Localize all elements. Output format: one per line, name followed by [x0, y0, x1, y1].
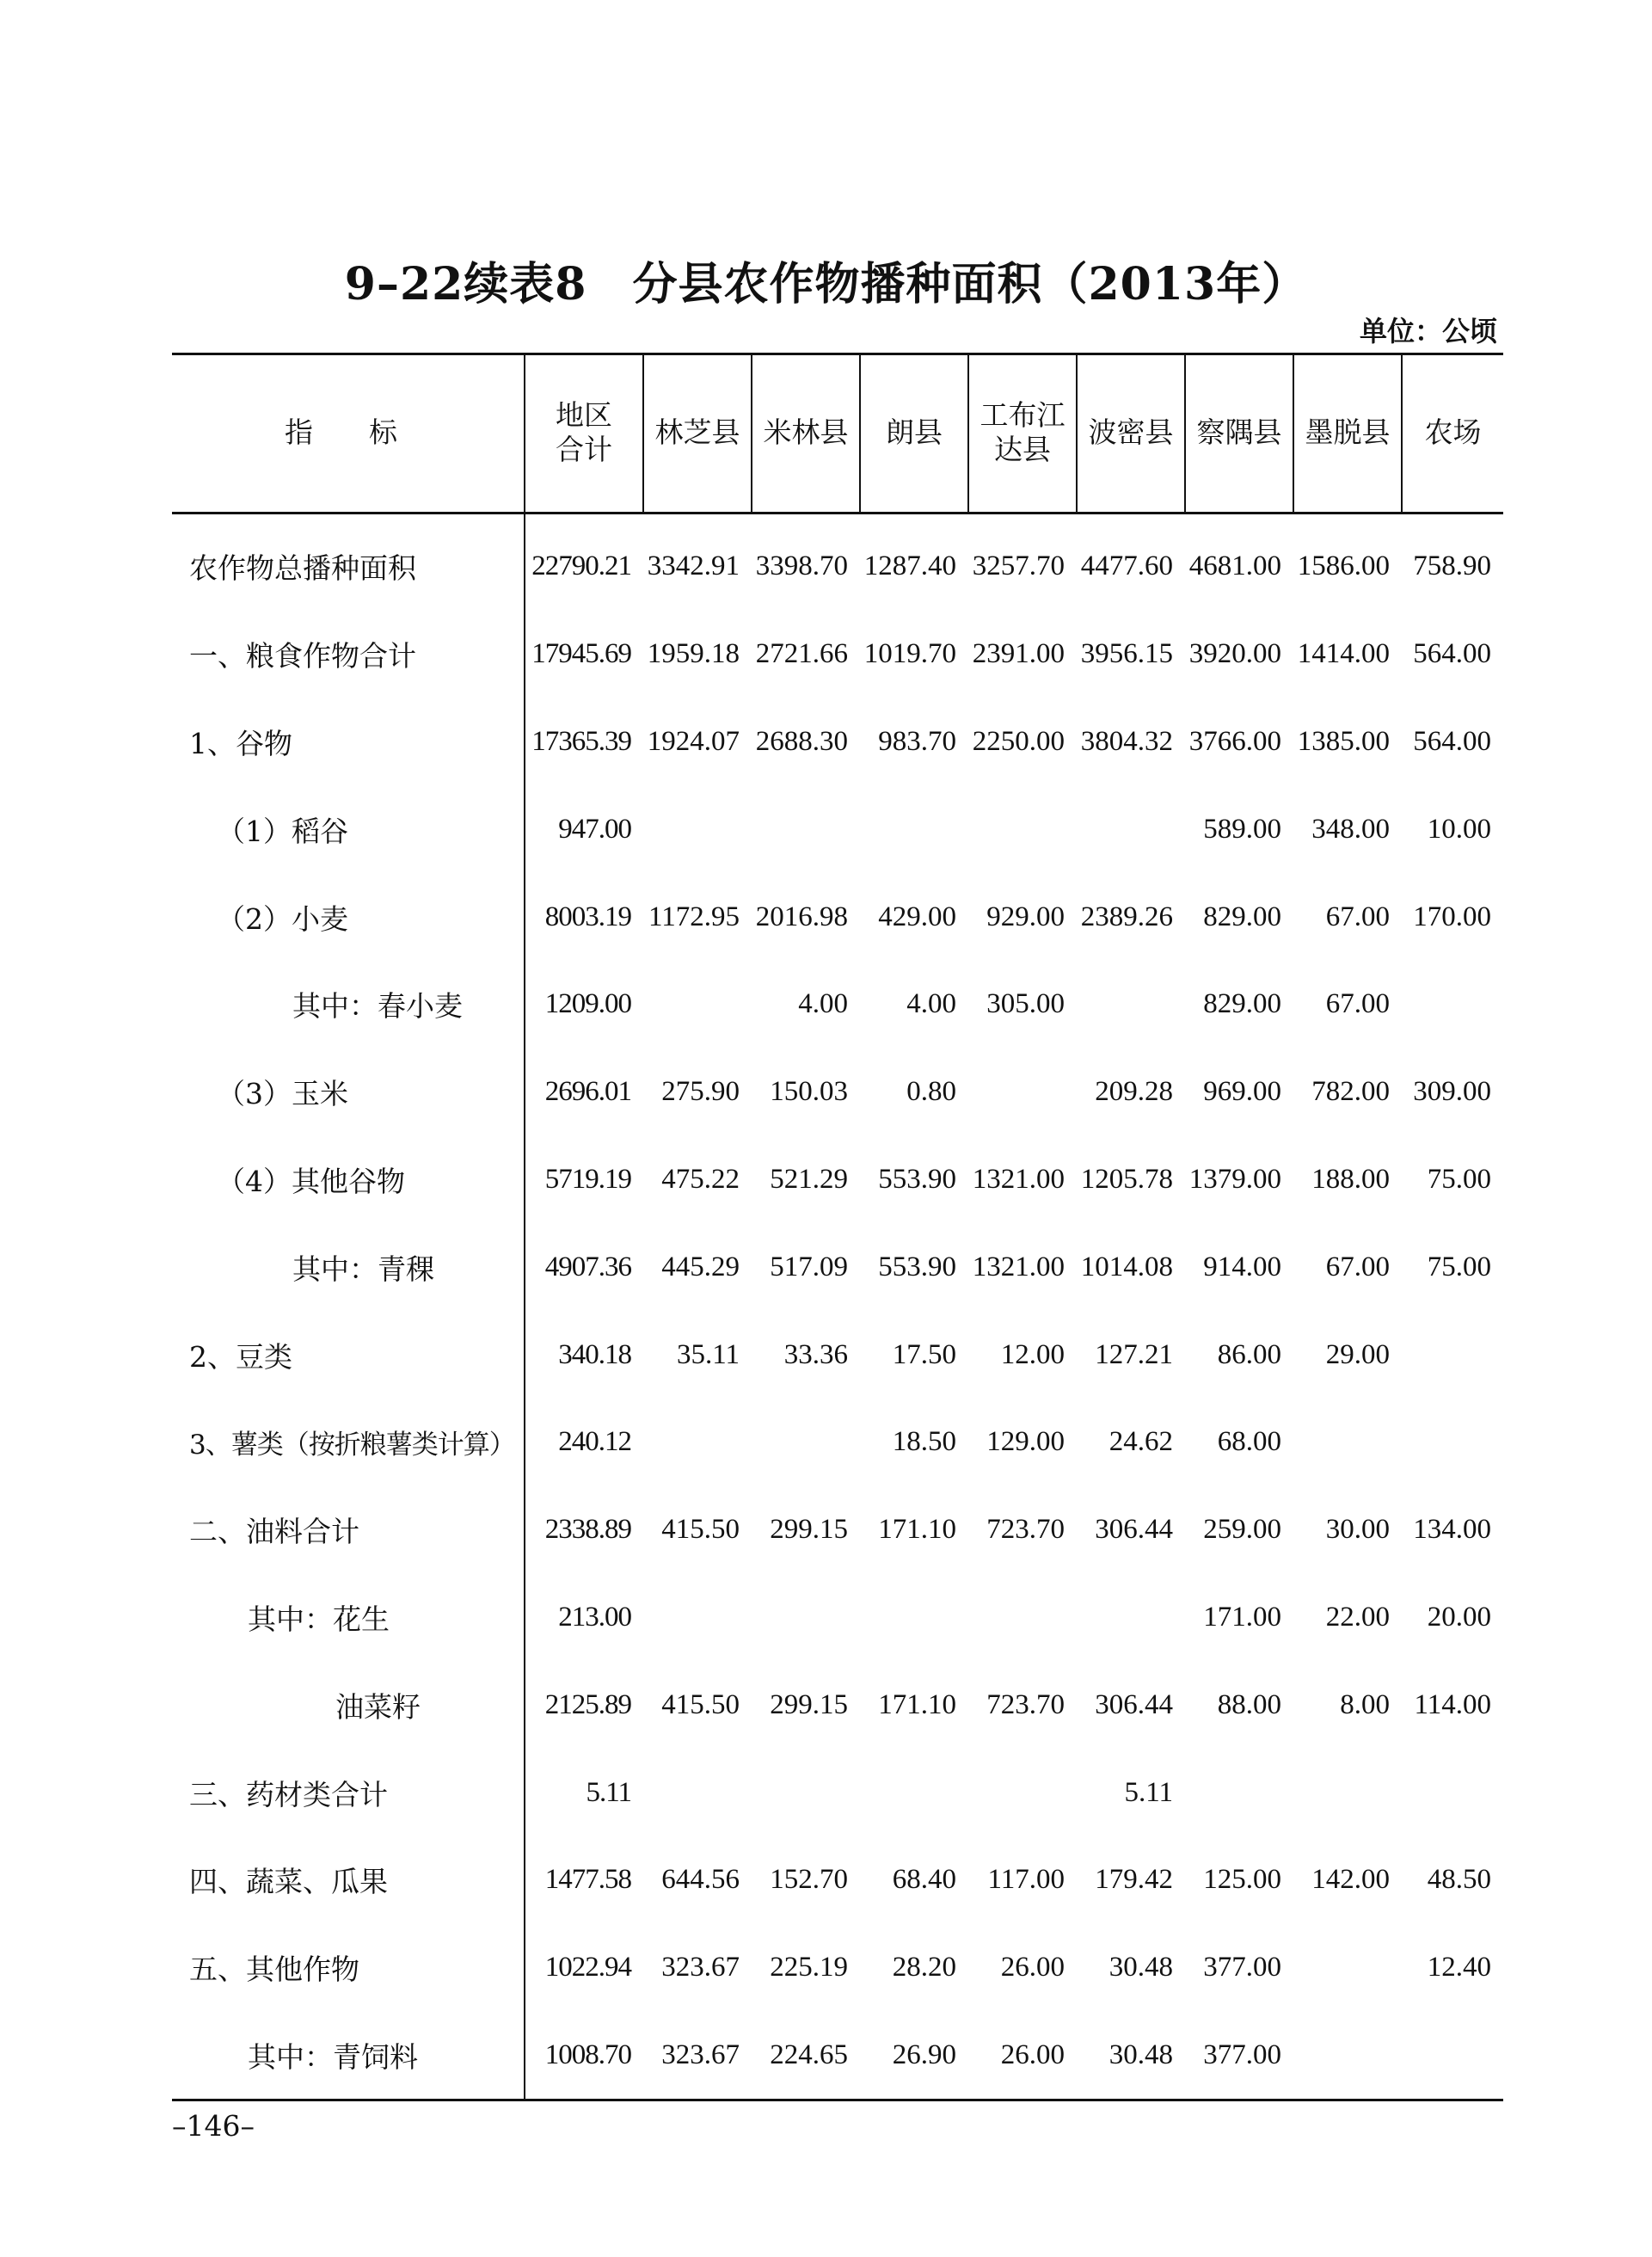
table-cell: 17.50	[892, 1338, 956, 1370]
table-cell: 3342.91	[647, 550, 740, 582]
column-header: 农场	[1402, 354, 1503, 514]
table-cell: 1924.07	[647, 725, 740, 757]
table-cell: 3766.00	[1188, 725, 1281, 757]
table-row	[172, 698, 1503, 786]
table-cell: 117.00	[987, 1864, 1065, 1896]
table-cell: 4477.60	[1080, 550, 1173, 582]
table-cell: 1172.95	[648, 901, 740, 932]
unit-label: 单位：公顷	[1359, 315, 1497, 347]
table-cell	[860, 1574, 968, 1662]
table-cell	[752, 1749, 860, 1836]
table-cell: 1321.00	[972, 1251, 1065, 1282]
table-cell: 377.00	[1185, 2012, 1293, 2100]
table-cell: 12.40	[1427, 1952, 1491, 1983]
table-cell: 28.20	[892, 1952, 956, 1983]
table-cell: 3398.70	[755, 550, 848, 582]
table-row	[172, 1486, 1503, 1574]
table-row	[172, 1574, 1503, 1662]
table-cell	[752, 785, 860, 873]
table-cell: 171.10	[878, 1514, 956, 1546]
table-cell: 1209.00	[544, 988, 631, 1020]
table-cell: 17365.39	[531, 725, 631, 757]
table-cell: 1586.00	[1297, 550, 1390, 582]
table-cell: 10.00	[1427, 813, 1491, 845]
table-cell: 67.00	[1325, 1251, 1390, 1282]
table-cell: 644.56	[661, 1864, 740, 1896]
table-cell	[968, 1574, 1077, 1662]
table-row	[172, 873, 1503, 961]
row-label: 一、粮食作物合计	[172, 611, 525, 698]
table-cell: 4.00	[906, 988, 956, 1020]
table-cell: 2389.26	[1080, 901, 1173, 932]
table-cell: 5.11	[1124, 1776, 1173, 1808]
table-cell: 2125.89	[544, 1688, 631, 1720]
table-cell: 30.00	[1325, 1514, 1390, 1546]
table-cell: 26.00	[968, 2012, 1077, 2100]
row-label: （4）其他谷物	[172, 1136, 525, 1224]
table-cell: 67.00	[1325, 988, 1390, 1020]
table-row	[172, 1749, 1503, 1836]
table-cell: 26.00	[1000, 1952, 1065, 1983]
table-cell: 2391.00	[972, 638, 1065, 670]
table-cell: 323.67	[643, 2012, 752, 2100]
table-row	[172, 1399, 1503, 1486]
table-cell: 30.48	[1108, 1952, 1173, 1983]
row-label: 油菜籽	[172, 1661, 525, 1749]
table-row	[172, 1223, 1503, 1311]
table-cell: 1959.18	[647, 638, 740, 670]
table-cell	[643, 1749, 752, 1836]
row-label: 2、豆类	[172, 1311, 525, 1399]
table-cell: 305.00	[986, 988, 1065, 1020]
table-cell: 1414.00	[1297, 638, 1390, 670]
table-cell: 475.22	[661, 1163, 740, 1195]
table-cell: 68.00	[1217, 1426, 1281, 1458]
table-cell: 3956.15	[1080, 638, 1173, 670]
table-row	[172, 611, 1503, 698]
table-cell: 564.00	[1413, 725, 1491, 757]
table-cell: 521.29	[770, 1163, 848, 1195]
column-header: 波密县	[1077, 354, 1185, 514]
table-cell: 171.10	[878, 1688, 956, 1720]
table-cell: 188.00	[1311, 1163, 1390, 1195]
column-header: 米林县	[752, 354, 860, 514]
table-cell: 309.00	[1413, 1076, 1491, 1108]
table-row	[172, 1836, 1503, 1924]
table-cell: 240.12	[558, 1426, 631, 1458]
row-label: 其中：花生	[172, 1574, 525, 1662]
table-cell: 2721.66	[755, 638, 848, 670]
table-cell	[1077, 961, 1185, 1049]
table-cell: 224.65	[752, 2012, 860, 2100]
table-cell	[752, 1399, 860, 1486]
table-row	[172, 961, 1503, 1049]
row-label: 三、药材类合计	[172, 1749, 525, 1836]
table-cell: 445.29	[661, 1251, 740, 1282]
table-cell	[643, 1574, 752, 1662]
table-cell: 17945.69	[531, 638, 631, 670]
table-cell: 415.50	[661, 1514, 740, 1546]
row-label: 其中：春小麦	[172, 961, 525, 1049]
table-cell: 1321.00	[972, 1163, 1065, 1195]
table-cell: 2250.00	[972, 725, 1065, 757]
table-cell: 171.00	[1203, 1601, 1281, 1633]
row-label: 四、蔬菜、瓜果	[172, 1836, 525, 1924]
table-cell: 914.00	[1203, 1251, 1281, 1282]
table-cell	[1293, 1749, 1402, 1836]
table-cell: 2688.30	[755, 725, 848, 757]
table-cell: 377.00	[1203, 1952, 1281, 1983]
table-cell	[752, 1574, 860, 1662]
table-cell: 275.90	[661, 1076, 740, 1108]
table-cell: 48.50	[1427, 1864, 1491, 1896]
table-cell: 829.00	[1203, 901, 1281, 932]
table-cell: 225.19	[770, 1952, 848, 1983]
table-cell: 213.00	[558, 1601, 631, 1633]
table-cell: 3257.70	[972, 550, 1065, 582]
table-cell: 429.00	[878, 901, 956, 932]
table-cell	[1402, 1399, 1503, 1486]
table-cell	[643, 1399, 752, 1486]
table-header-row	[172, 354, 1503, 514]
table-cell: 24.62	[1108, 1426, 1173, 1458]
table-cell: 209.28	[1095, 1076, 1173, 1108]
table-cell: 35.11	[676, 1338, 740, 1370]
table-cell: 75.00	[1427, 1163, 1491, 1195]
page-title: 9–22续表8 分县农作物播种面积（2013年）	[344, 258, 1308, 311]
table-cell: 8.00	[1340, 1688, 1390, 1720]
table-cell: 782.00	[1311, 1076, 1390, 1108]
column-header: 工布江 达县	[968, 354, 1077, 514]
table-cell: 553.90	[878, 1251, 956, 1282]
table-cell	[1402, 961, 1503, 1049]
table-cell	[1402, 1311, 1503, 1399]
table-cell: 564.00	[1413, 638, 1491, 670]
table-cell: 30.48	[1077, 2012, 1185, 2100]
table-cell: 4907.36	[544, 1251, 631, 1282]
table-cell: 75.00	[1427, 1251, 1491, 1282]
table-cell: 517.09	[770, 1251, 848, 1282]
table-cell: 125.00	[1203, 1864, 1281, 1896]
table-cell	[860, 785, 968, 873]
table-cell: 29.00	[1325, 1338, 1390, 1370]
table-row	[172, 785, 1503, 873]
table-cell: 152.70	[770, 1864, 848, 1896]
table-row	[172, 2012, 1503, 2100]
table-cell: 1014.08	[1080, 1251, 1173, 1282]
table-cell: 68.40	[892, 1864, 956, 1896]
table-cell: 929.00	[986, 901, 1065, 932]
table-cell: 2338.89	[544, 1514, 631, 1546]
table-cell: 348.00	[1311, 813, 1390, 845]
table-cell	[968, 785, 1077, 873]
table-cell: 150.03	[770, 1076, 848, 1108]
column-header: 察隅县	[1185, 354, 1293, 514]
table-cell	[1077, 1574, 1185, 1662]
table-cell: 983.70	[878, 725, 956, 757]
page-number: –146–	[172, 2109, 255, 2143]
table-cell: 758.90	[1413, 550, 1491, 582]
table-cell: 829.00	[1203, 988, 1281, 1020]
table-cell	[643, 785, 752, 873]
table-cell	[1185, 1749, 1293, 1836]
table-cell: 26.90	[860, 2012, 968, 2100]
table-cell: 947.00	[558, 813, 631, 845]
table-cell	[1293, 1924, 1402, 2012]
table-cell: 1385.00	[1297, 725, 1390, 757]
table-cell: 2016.98	[755, 901, 848, 932]
row-label: 其中：青稞	[172, 1223, 525, 1311]
table-cell: 306.44	[1095, 1514, 1173, 1546]
table-cell: 8003.19	[544, 901, 631, 932]
row-label: 其中：青饲料	[172, 2012, 525, 2100]
table-cell: 415.50	[661, 1688, 740, 1720]
table-cell: 12.00	[1000, 1338, 1065, 1370]
table-cell: 1205.78	[1080, 1163, 1173, 1195]
row-label: 1、谷物	[172, 698, 525, 786]
column-header: 朗县	[860, 354, 968, 514]
table-cell: 170.00	[1413, 901, 1491, 932]
column-header: 墨脱县	[1293, 354, 1402, 514]
table-row	[172, 1924, 1503, 2012]
table-cell	[1293, 2012, 1402, 2100]
table-cell	[643, 961, 752, 1049]
table-cell: 969.00	[1203, 1076, 1281, 1108]
table-cell: 142.00	[1311, 1864, 1390, 1896]
table-cell: 1477.58	[544, 1864, 631, 1896]
row-label: （3）玉米	[172, 1049, 525, 1136]
table-cell	[1077, 785, 1185, 873]
row-label: 五、其他作物	[172, 1924, 525, 2012]
table-cell: 4681.00	[1188, 550, 1281, 582]
table-cell	[1293, 1399, 1402, 1486]
table-cell: 3920.00	[1188, 638, 1281, 670]
table-cell	[968, 1049, 1077, 1136]
table-cell: 129.00	[986, 1426, 1065, 1458]
table-cell: 114.00	[1414, 1688, 1491, 1720]
table-cell: 1019.70	[863, 638, 956, 670]
table-cell: 589.00	[1203, 813, 1281, 845]
table-cell: 340.18	[558, 1338, 631, 1370]
table-cell: 723.70	[986, 1688, 1065, 1720]
table-cell	[968, 1749, 1077, 1836]
table-cell: 306.44	[1095, 1688, 1173, 1720]
table-cell: 299.15	[770, 1688, 848, 1720]
table-row	[172, 1049, 1503, 1136]
table-cell: 1008.70	[525, 2012, 643, 2100]
column-header: 地区 合计	[525, 354, 643, 514]
sowing-area-table	[172, 353, 1503, 2101]
table-cell: 2696.01	[544, 1076, 631, 1108]
table-cell	[1402, 2012, 1503, 2100]
table-row	[172, 1311, 1503, 1399]
table-cell: 4.00	[798, 988, 848, 1020]
table-cell: 22790.21	[531, 550, 631, 582]
row-label: 农作物总播种面积	[172, 514, 525, 611]
table-cell: 20.00	[1427, 1601, 1491, 1633]
column-header: 林芝县	[643, 354, 752, 514]
table-cell: 18.50	[892, 1426, 956, 1458]
table-cell: 127.21	[1095, 1338, 1173, 1370]
table-cell: 1379.00	[1188, 1163, 1281, 1195]
table-cell	[860, 1749, 968, 1836]
table-cell: 259.00	[1203, 1514, 1281, 1546]
table-cell: 723.70	[986, 1514, 1065, 1546]
table-cell	[1402, 1749, 1503, 1836]
table-cell: 323.67	[661, 1952, 740, 1983]
table-cell: 86.00	[1217, 1338, 1281, 1370]
table-cell: 3804.32	[1080, 725, 1173, 757]
table-cell: 22.00	[1325, 1601, 1390, 1633]
column-header-indicator: 指 标	[172, 354, 525, 514]
row-label: （2）小麦	[172, 873, 525, 961]
table-row	[172, 1136, 1503, 1224]
table-cell: 299.15	[770, 1514, 848, 1546]
table-cell: 33.36	[783, 1338, 848, 1370]
table-cell: 5.11	[586, 1776, 631, 1808]
table-cell: 553.90	[878, 1163, 956, 1195]
table-cell: 179.42	[1095, 1864, 1173, 1896]
table-cell: 1022.94	[544, 1952, 631, 1983]
row-label: 3、薯类（按折粮薯类计算）	[172, 1399, 525, 1486]
table-cell: 1287.40	[863, 550, 956, 582]
row-label: （1）稻谷	[172, 785, 525, 873]
table-row	[172, 1661, 1503, 1749]
table-cell: 67.00	[1325, 901, 1390, 932]
table-cell: 88.00	[1217, 1688, 1281, 1720]
table-cell: 134.00	[1413, 1514, 1491, 1546]
row-label: 二、油料合计	[172, 1486, 525, 1574]
table-row	[172, 514, 1503, 611]
table-cell: 5719.19	[544, 1163, 631, 1195]
table-cell: 0.80	[906, 1076, 956, 1108]
